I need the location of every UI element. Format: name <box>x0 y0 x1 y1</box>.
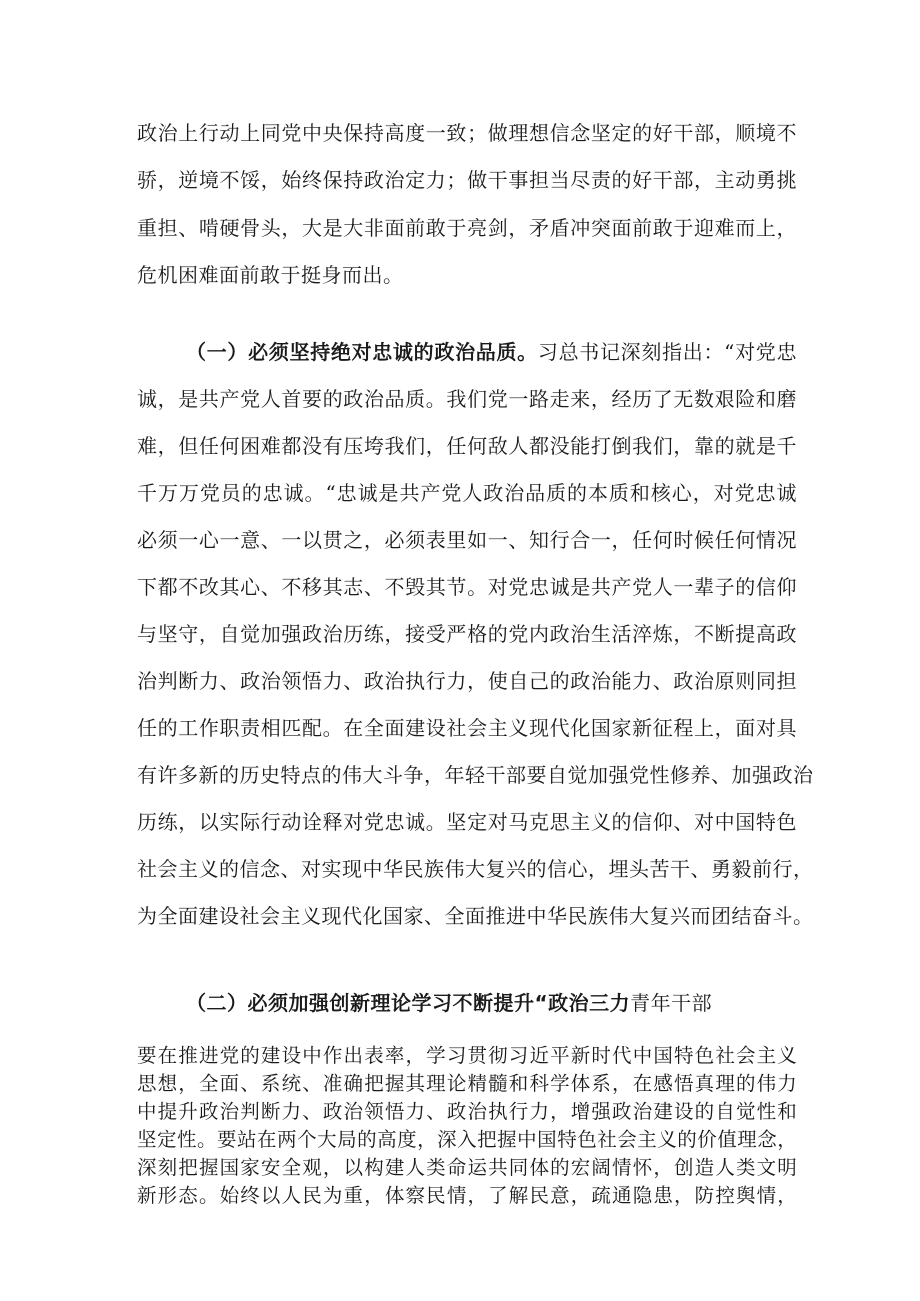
text-line: 中提升政治判断力、政治领悟力、政治执行力，增强政治建设的自觉性和 <box>137 1100 797 1123</box>
text-line: 危机困难面前敢于挺身而出。 <box>137 263 404 287</box>
text-line: 政治上行动上同党中央保持高度一致；做理想信念坚定的好干部，顺境不 <box>137 121 797 145</box>
section-1-first-line <box>186 337 797 367</box>
text-line: 治判断力、政治领悟力、政治执行力，使自己的政治能力、政治原则同担 <box>137 669 797 693</box>
text-line: 为全面建设社会主义现代化国家、全面推进中华民族伟大复兴而团结奋斗。 <box>137 904 814 928</box>
text-line: 任的工作职责相匹配。在全面建设社会主义现代化国家新征程上，面对具 <box>137 716 797 740</box>
text-line: 深刻把握国家安全观，以构建人类命运共同体的宏阔情怀，创造人类文明 <box>137 1156 797 1179</box>
text-line: 要在推进党的建设中作出表率，学习贯彻习近平新时代中国特色社会主义 <box>137 1044 797 1067</box>
text-line: 必须一心一意、一以贯之，必须表里如一、知行合一，任何时候任何情况 <box>137 528 797 552</box>
section-2-heading: （二）必须加强创新理论学习不断提升“政治三力 <box>186 991 631 1015</box>
text-line: 有许多新的历史特点的伟大斗争，年轻干部要自觉加强党性修养、加强政治 <box>137 763 814 787</box>
section-1-first-line-text: 习总书记深刻指出：“对党忠 <box>537 340 798 364</box>
text-line: 重担、啃硬骨头，大是大非面前敢于亮剑，矛盾冲突面前敢于迎难而上， <box>137 216 797 240</box>
text-line: 新形态。始终以人民为重，体察民情，了解民意，疏通隐患，防控舆情， <box>137 1184 797 1207</box>
text-line: 难，但任何困难都没有压垮我们，任何敌人都没能打倒我们，靠的就是千 <box>137 434 797 458</box>
text-line: 骄，逆境不馁，始终保持政治定力；做干事担当尽责的好干部，主动勇挑 <box>137 168 797 192</box>
text-line: 诚，是共产党人首要的政治品质。我们党一路走来，经历了无数艰险和磨 <box>137 387 797 411</box>
text-line: 历练，以实际行动诠释对党忠诚。坚定对马克思主义的信仰、对中国特色 <box>137 810 797 834</box>
text-line: 与坚守，自觉加强政治历练，接受严格的党内政治生活淬炼，不断提高政 <box>137 622 797 646</box>
section-2-heading-rest: 青年干部 <box>630 991 713 1015</box>
section-2-heading-line <box>186 988 712 1018</box>
text-line: 社会主义的信念、对实现中华民族伟大复兴的信心，埋头苦干、勇毅前行， <box>137 857 814 881</box>
text-line: 思想，全面、系统、准确把握其理论精髓和科学体系，在感悟真理的伟力 <box>137 1072 797 1095</box>
section-1-heading: （一）必须坚持绝对忠诚的政治品质。 <box>186 340 538 364</box>
text-line: 坚定性。要站在两个大局的高度，深入把握中国特色社会主义的价值理念， <box>137 1128 797 1151</box>
text-line: 千万万党员的忠诚。“忠诚是共产党人政治品质的本质和核心，对党忠诚 <box>137 481 797 505</box>
text-line: 下都不改其心、不移其志、不毁其节。对党忠诚是共产党人一辈子的信仰 <box>137 575 797 599</box>
